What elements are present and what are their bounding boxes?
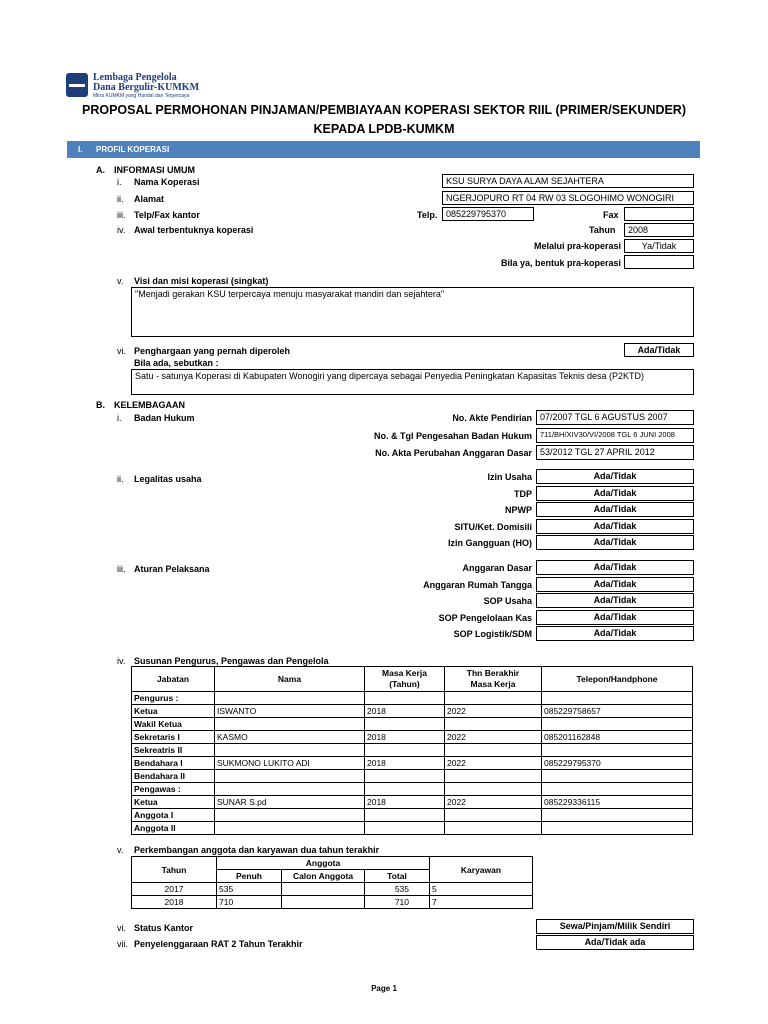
table-row bbox=[132, 744, 693, 757]
col-masa-line1: Masa Kerja bbox=[382, 668, 427, 678]
bentuk-pra-field[interactable] bbox=[624, 255, 694, 269]
penuh-cell[interactable]: 710 bbox=[217, 896, 282, 909]
aturan-item-label: SOP Usaha bbox=[483, 596, 532, 606]
masa-cell[interactable]: 2018 bbox=[365, 731, 445, 744]
legalitas-item-label: NPWP bbox=[505, 505, 532, 515]
telp-cell[interactable] bbox=[542, 822, 693, 835]
akhir-cell[interactable] bbox=[445, 718, 542, 731]
akhir-cell[interactable] bbox=[445, 822, 542, 835]
masa-cell[interactable]: 2018 bbox=[365, 796, 445, 809]
jabatan-cell: Ketua bbox=[132, 796, 215, 809]
telp-cell[interactable]: 085229758657 bbox=[542, 705, 693, 718]
tahun-field[interactable]: 2008 bbox=[624, 223, 694, 237]
col-calon: Calon Anggota bbox=[282, 870, 365, 883]
table-row bbox=[132, 731, 693, 744]
logo-line1: Lembaga Pengelola bbox=[93, 72, 177, 83]
jabatan-cell: Sekreatris II bbox=[132, 744, 215, 757]
col-nama: Nama bbox=[215, 667, 365, 692]
pengesahan-label: No. & Tgl Pengesahan Badan Hukum bbox=[373, 431, 532, 441]
tahun-cell: 2018 bbox=[132, 896, 217, 909]
b-ii-num: ii. bbox=[117, 474, 124, 484]
nama-cell[interactable] bbox=[215, 822, 365, 835]
karyawan-cell[interactable]: 5 bbox=[430, 883, 533, 896]
masa-cell[interactable] bbox=[365, 822, 445, 835]
masa-cell[interactable] bbox=[365, 744, 445, 757]
b-heading: KELEMBAGAAN bbox=[114, 400, 185, 410]
table-row bbox=[132, 705, 693, 718]
table-row bbox=[132, 770, 693, 783]
b-iii-num: iii. bbox=[117, 564, 126, 574]
legalitas-item-option[interactable]: Ada/Tidak bbox=[536, 486, 694, 501]
akte-pendirian-field[interactable]: 07/2007 TGL 6 AGUSTUS 2007 bbox=[536, 410, 694, 425]
nama-koperasi-field[interactable]: KSU SURYA DAYA ALAM SEJAHTERA bbox=[442, 174, 694, 188]
penghargaan-field[interactable]: Satu - satunya Koperasi di Kabupaten Wonogiri yang dipercaya sebagai Penyedia Peningkatan Kapasitas Teknis desa (P2KTD) bbox=[131, 369, 694, 395]
legalitas-item-label: Izin Usaha bbox=[487, 472, 532, 482]
akhir-cell[interactable] bbox=[445, 692, 542, 705]
table-row bbox=[132, 896, 533, 909]
logo bbox=[66, 71, 206, 101]
aturan-item-option[interactable]: Ada/Tidak bbox=[536, 560, 694, 575]
tahun-label: Tahun bbox=[589, 225, 616, 235]
aturan-label: Aturan Pelaksana bbox=[134, 564, 210, 574]
jabatan-cell: Anggota I bbox=[132, 809, 215, 822]
telp-field[interactable]: 085229795370 bbox=[442, 207, 534, 221]
telp-cell[interactable]: 085229795370 bbox=[542, 757, 693, 770]
karyawan-cell[interactable]: 7 bbox=[430, 896, 533, 909]
telp-cell[interactable] bbox=[542, 783, 693, 796]
nama-koperasi-label: Nama Koperasi bbox=[134, 177, 200, 187]
b-letter: B. bbox=[96, 400, 105, 410]
rat-option[interactable]: Ada/Tidak ada bbox=[536, 935, 694, 950]
table-row bbox=[132, 809, 693, 822]
anggota-body bbox=[132, 883, 533, 909]
penghargaan-label: Penghargaan yang pernah diperoleh bbox=[134, 346, 291, 356]
aturan-item-option[interactable]: Ada/Tidak bbox=[536, 626, 694, 641]
b-vi-num: vi. bbox=[117, 923, 126, 933]
badan-hukum-label: Badan Hukum bbox=[134, 413, 195, 423]
telp-fax-label: Telp/Fax kantor bbox=[134, 210, 200, 220]
col-masa-line2: (Tahun) bbox=[389, 679, 420, 689]
akhir-cell[interactable] bbox=[445, 809, 542, 822]
b-v-num: v. bbox=[117, 845, 124, 855]
visi-misi-label: Visi dan misi koperasi (singkat) bbox=[134, 276, 269, 286]
table-row bbox=[132, 822, 693, 835]
a-i-num: i. bbox=[117, 177, 122, 187]
tahun-cell: 2017 bbox=[132, 883, 217, 896]
col-thn-berakhir bbox=[445, 667, 542, 692]
jabatan-cell: Wakil Ketua bbox=[132, 718, 215, 731]
anggota-table bbox=[131, 856, 533, 909]
status-kantor-option[interactable]: Sewa/Pinjam/Milik Sendiri bbox=[536, 919, 694, 934]
a-ii-num: ii. bbox=[117, 194, 124, 204]
fax-field[interactable] bbox=[624, 207, 694, 221]
telp-cell[interactable] bbox=[542, 692, 693, 705]
akhir-cell[interactable]: 2022 bbox=[445, 757, 542, 770]
nama-cell[interactable] bbox=[215, 718, 365, 731]
a-letter: A. bbox=[96, 165, 105, 175]
b-vii-num: vii. bbox=[117, 939, 128, 949]
pengurus-body bbox=[132, 692, 693, 835]
a-iii-num: iii. bbox=[117, 210, 126, 220]
akhir-cell[interactable]: 2022 bbox=[445, 796, 542, 809]
pra-koperasi-label: Melalui pra-koperasi bbox=[534, 241, 622, 251]
section-title: PROFIL KOPERASI bbox=[96, 145, 170, 154]
jabatan-cell: Bendahara I bbox=[132, 757, 215, 770]
fax-label: Fax bbox=[603, 210, 619, 220]
telp-cell[interactable]: 085201162848 bbox=[542, 731, 693, 744]
perubahan-label: No. Akta Perubahan Anggaran Dasar bbox=[375, 448, 532, 458]
jabatan-cell: Sekretaris I bbox=[132, 731, 215, 744]
a-heading: INFORMASI UMUM bbox=[114, 165, 195, 175]
masa-cell[interactable] bbox=[365, 809, 445, 822]
jabatan-cell: Ketua bbox=[132, 705, 215, 718]
legalitas-item-label: TDP bbox=[514, 488, 532, 499]
masa-cell[interactable]: 2018 bbox=[365, 705, 445, 718]
calon-cell[interactable] bbox=[282, 896, 365, 909]
table-row bbox=[132, 783, 693, 796]
legalitas-item-option[interactable]: Ada/Tidak bbox=[536, 535, 694, 550]
doc-title-line2: KEPADA LPDB-KUMKM bbox=[313, 122, 455, 136]
logo-tagline: Mitra KUMKM yang Handal dan Terpercaya bbox=[93, 93, 190, 99]
nama-cell[interactable]: SUNAR S.pd bbox=[215, 796, 365, 809]
table-row bbox=[132, 883, 533, 896]
pra-koperasi-option[interactable]: Ya/Tidak bbox=[624, 239, 694, 253]
col-telepon: Telepon/Handphone bbox=[542, 667, 693, 692]
akhir-cell[interactable] bbox=[445, 744, 542, 757]
aturan-item-label: SOP Logistik/SDM bbox=[453, 629, 532, 639]
telp-cell[interactable] bbox=[542, 809, 693, 822]
col-masa-kerja bbox=[365, 667, 445, 692]
aturan-item-label: Anggaran Dasar bbox=[462, 563, 532, 573]
nama-cell[interactable] bbox=[215, 783, 365, 796]
col-thn-line1: Thn Berakhir bbox=[466, 668, 520, 678]
masa-cell[interactable]: 2018 bbox=[365, 757, 445, 770]
table-row bbox=[132, 718, 693, 731]
aturan-item-option[interactable]: Ada/Tidak bbox=[536, 610, 694, 625]
masa-cell[interactable] bbox=[365, 692, 445, 705]
akte-pendirian-label: No. Akte Pendirian bbox=[452, 413, 532, 423]
penuh-cell[interactable]: 535 bbox=[217, 883, 282, 896]
awal-label: Awal terbentuknya koperasi bbox=[134, 225, 254, 235]
legalitas-item-option[interactable]: Ada/Tidak bbox=[536, 469, 694, 484]
total-cell[interactable]: 535 bbox=[365, 883, 430, 896]
telp-cell[interactable]: 085229336115 bbox=[542, 796, 693, 809]
col-karyawan: Karyawan bbox=[430, 857, 533, 883]
jabatan-cell: Pengurus : bbox=[132, 692, 215, 705]
nama-cell[interactable] bbox=[215, 809, 365, 822]
jabatan-cell: Bendahara II bbox=[132, 770, 215, 783]
akhir-cell[interactable] bbox=[445, 770, 542, 783]
col-anggota: Anggota bbox=[217, 857, 430, 870]
nama-cell[interactable]: SUKMONO LUKITO ADI bbox=[215, 757, 365, 770]
pengesahan-field[interactable]: 711/BH/XIV30/VI/2008 TGL 6 JUNI 2008 bbox=[536, 428, 694, 443]
aturan-item-option[interactable]: Ada/Tidak bbox=[536, 593, 694, 608]
nama-cell[interactable]: KASMO bbox=[215, 731, 365, 744]
logo-mark-stripe bbox=[69, 84, 85, 87]
susunan-label: Susunan Pengurus, Pengawas dan Pengelola bbox=[134, 656, 329, 666]
col-penuh: Penuh bbox=[217, 870, 282, 883]
masa-cell[interactable] bbox=[365, 770, 445, 783]
perubahan-field[interactable]: 53/2012 TGL 27 APRIL 2012 bbox=[536, 445, 694, 460]
legalitas-item-option[interactable]: Ada/Tidak bbox=[536, 502, 694, 517]
penghargaan-option[interactable]: Ada/Tidak bbox=[624, 343, 694, 357]
page-number: Page 1 bbox=[371, 984, 397, 993]
table-row bbox=[132, 692, 693, 705]
legalitas-item-label: SITU/Ket. Domisili bbox=[454, 521, 532, 532]
telp-cell[interactable] bbox=[542, 770, 693, 783]
akhir-cell[interactable]: 2022 bbox=[445, 705, 542, 718]
telp-cell[interactable] bbox=[542, 718, 693, 731]
akhir-cell[interactable]: 2022 bbox=[445, 731, 542, 744]
legalitas-item-option[interactable]: Ada/Tidak bbox=[536, 519, 694, 534]
section-number: I. bbox=[78, 145, 83, 154]
alamat-field[interactable]: NGERJOPURO RT 04 RW 03 SLOGOHIMO WONOGIRI bbox=[442, 191, 694, 205]
jabatan-cell: Anggota II bbox=[132, 822, 215, 835]
jabatan-cell: Pengawas : bbox=[132, 783, 215, 796]
b-iv-num: iv. bbox=[117, 656, 126, 666]
penghargaan-sub-label: Bila ada, sebutkan : bbox=[134, 358, 219, 368]
status-kantor-label: Status Kantor bbox=[134, 923, 194, 933]
aturan-item-label: Anggaran Rumah Tangga bbox=[423, 579, 532, 590]
masa-cell[interactable] bbox=[365, 783, 445, 796]
aturan-item-label: SOP Pengelolaan Kas bbox=[438, 612, 532, 623]
a-vi-num: vi. bbox=[117, 346, 126, 356]
col-thn-line2: Masa Kerja bbox=[470, 679, 516, 689]
col-tahun: Tahun bbox=[132, 857, 217, 883]
legalitas-item-label: Izin Gangguan (HO) bbox=[448, 538, 532, 548]
doc-title-line1: PROPOSAL PERMOHONAN PINJAMAN/PEMBIAYAAN KOPERASI SEKTOR RIIL (PRIMER/SEKUNDER) bbox=[81, 103, 687, 117]
telp-cell[interactable] bbox=[542, 744, 693, 757]
a-iv-num: iv. bbox=[117, 225, 126, 235]
masa-cell[interactable] bbox=[365, 718, 445, 731]
telp-label: Telp. bbox=[417, 210, 438, 220]
alamat-label: Alamat bbox=[134, 194, 165, 204]
b-i-num: i. bbox=[117, 413, 122, 423]
nama-cell[interactable]: ISWANTO bbox=[215, 705, 365, 718]
nama-cell[interactable] bbox=[215, 692, 365, 705]
calon-cell[interactable] bbox=[282, 883, 365, 896]
visi-misi-field[interactable]: "Menjadi gerakan KSU terpercaya menuju masyarakat mandiri dan sejahtera" bbox=[131, 287, 694, 337]
bentuk-pra-label: Bila ya, bentuk pra-koperasi bbox=[501, 258, 622, 268]
total-cell[interactable]: 710 bbox=[365, 896, 430, 909]
perkembangan-label: Perkembangan anggota dan karyawan dua tahun terakhir bbox=[134, 845, 380, 855]
aturan-item-option[interactable]: Ada/Tidak bbox=[536, 577, 694, 592]
nama-cell[interactable] bbox=[215, 744, 365, 757]
table-row bbox=[132, 757, 693, 770]
pengurus-table bbox=[131, 666, 693, 835]
logo-line2: Dana Bergulir-KUMKM bbox=[93, 82, 200, 93]
col-jabatan: Jabatan bbox=[132, 667, 215, 692]
legalitas-label: Legalitas usaha bbox=[134, 474, 202, 484]
nama-cell[interactable] bbox=[215, 770, 365, 783]
akhir-cell[interactable] bbox=[445, 783, 542, 796]
rat-label: Penyelenggaraan RAT 2 Tahun Terakhir bbox=[134, 939, 303, 949]
col-total: Total bbox=[365, 870, 430, 883]
a-v-num: v. bbox=[117, 276, 124, 286]
table-row bbox=[132, 796, 693, 809]
